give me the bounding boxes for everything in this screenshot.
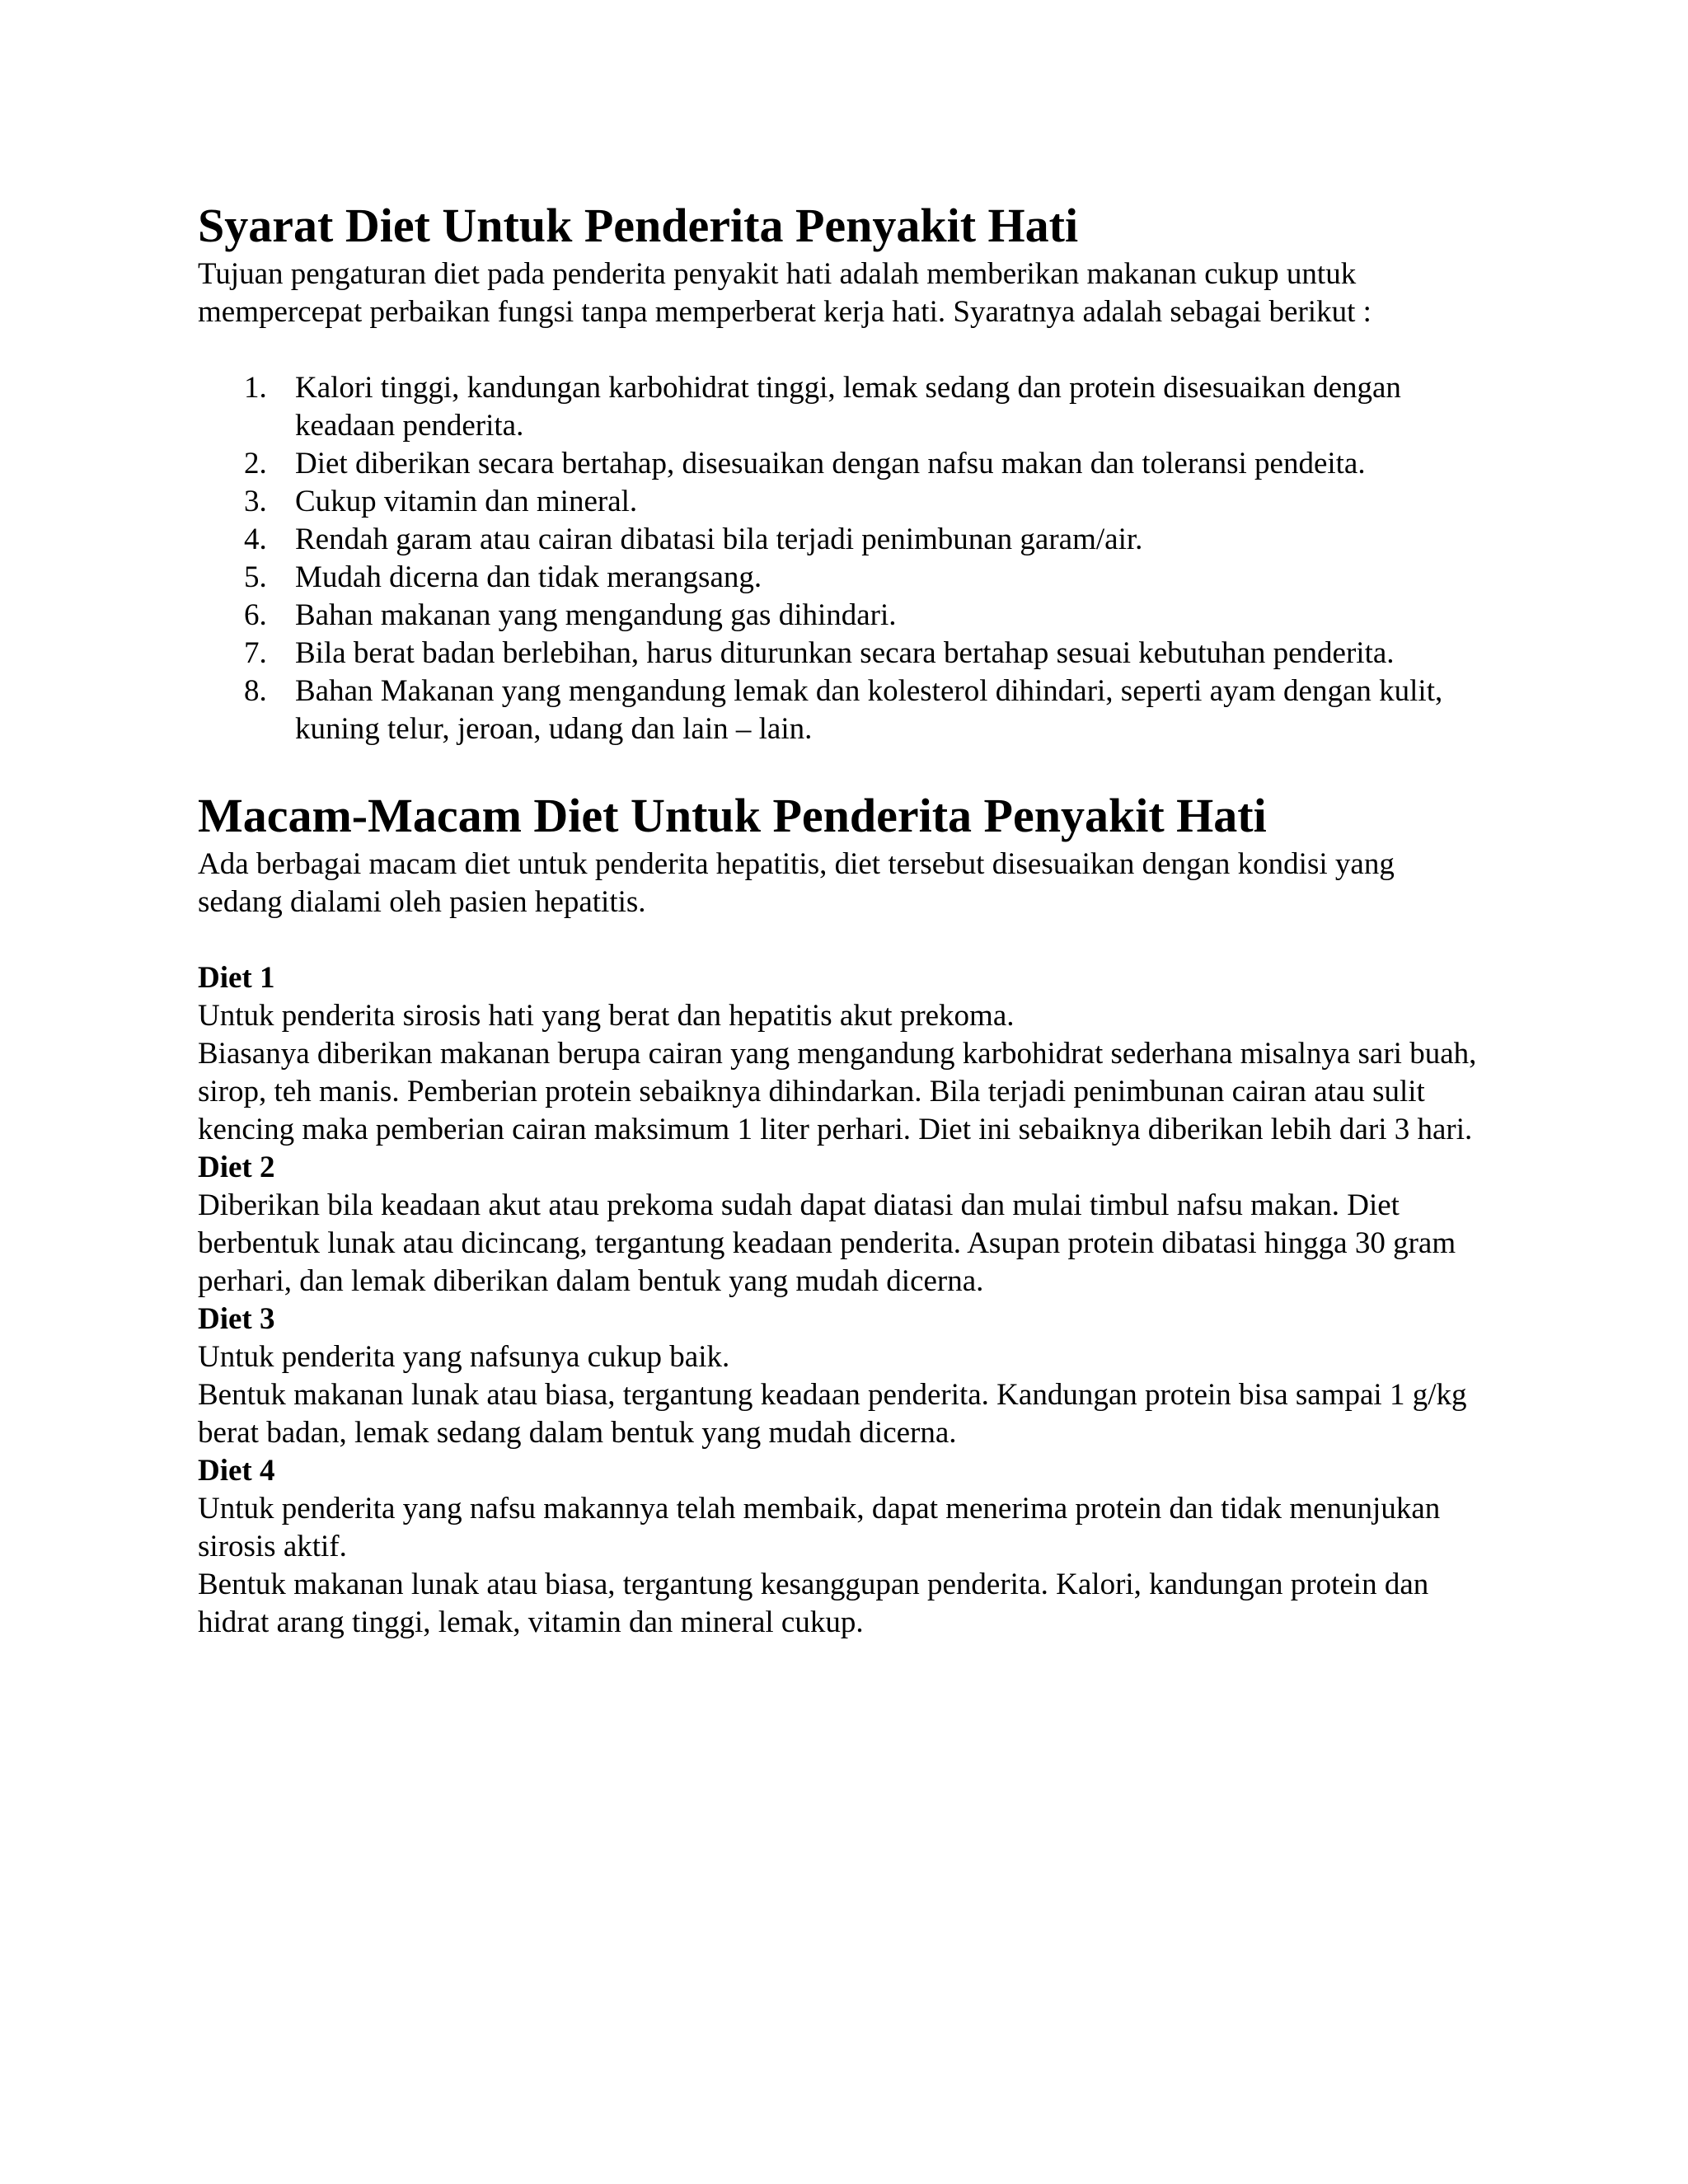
list-item-number: 6. bbox=[244, 598, 267, 632]
list-item-number: 2. bbox=[244, 447, 267, 480]
diet-paragraph: Untuk penderita yang nafsunya cukup baik. bbox=[198, 1340, 730, 1374]
list-item bbox=[198, 597, 1484, 635]
list-item-text: Bahan makanan yang mengandung gas dihindari. bbox=[295, 598, 897, 632]
diet-heading: Diet 2 bbox=[198, 1151, 275, 1184]
diet-paragraph: Biasanya diberikan makanan berupa cairan yang mengandung karbohidrat sederhana misalnya sari buah, sirop, teh manis. Pemberian protein sebaiknya dihindarkan. Bila terjadi penimbunan cairan atau sulit kencing maka pemberian cairan maksimum 1 liter perhari. Diet ini sebaiknya diberikan lebih dari 3 hari. bbox=[198, 1037, 1477, 1146]
list-item bbox=[198, 635, 1484, 673]
list-item-number: 5. bbox=[244, 560, 267, 594]
list-item bbox=[198, 521, 1484, 559]
diet-paragraph: Untuk penderita sirosis hati yang berat dan hepatitis akut prekoma. bbox=[198, 999, 1015, 1033]
diet-paragraph: Bentuk makanan lunak atau biasa, tergantung kesanggupan penderita. Kalori, kandungan protein dan hidrat arang tinggi, lemak, vitamin dan mineral cukup. bbox=[198, 1568, 1429, 1639]
list-item-text: Diet diberikan secara bertahap, disesuaikan dengan nafsu makan dan toleransi pendeita. bbox=[295, 447, 1366, 480]
list-item-number: 8. bbox=[244, 674, 267, 708]
diet-1-block bbox=[198, 959, 1484, 1149]
section1-title: Syarat Diet Untuk Penderita Penyakit Hati bbox=[198, 199, 1079, 252]
list-item bbox=[198, 673, 1484, 748]
document-content bbox=[198, 196, 1484, 1642]
diet-paragraph: Untuk penderita yang nafsu makannya telah membaik, dapat menerima protein dan tidak menunjukan sirosis aktif. bbox=[198, 1492, 1441, 1563]
list-item-text: Mudah dicerna dan tidak merangsang. bbox=[295, 560, 762, 594]
list-item-text: Rendah garam atau cairan dibatasi bila terjadi penimbunan garam/air. bbox=[295, 523, 1143, 556]
list-item bbox=[198, 369, 1484, 445]
list-item-text: Kalori tinggi, kandungan karbohidrat tinggi, lemak sedang dan protein disesuaikan dengan keadaan penderita. bbox=[295, 371, 1401, 443]
list-item-number: 3. bbox=[244, 485, 267, 518]
list-item-number: 1. bbox=[244, 371, 267, 405]
list-item-number: 7. bbox=[244, 636, 267, 670]
section2-intro: Ada berbagai macam diet untuk penderita hepatitis, diet tersebut disesuaikan dengan kondisi yang sedang dialami oleh pasien hepatitis. bbox=[198, 847, 1395, 919]
diet-heading: Diet 4 bbox=[198, 1454, 275, 1488]
diet-heading: Diet 3 bbox=[198, 1302, 275, 1336]
section1-intro: Tujuan pengaturan diet pada penderita penyakit hati adalah memberikan makanan cukup untuk mempercepat perbaikan fungsi tanpa memperberat kerja hati. Syaratnya adalah sebagai berikut : bbox=[198, 257, 1372, 329]
diet-2-block bbox=[198, 1149, 1484, 1301]
list-item bbox=[198, 559, 1484, 597]
diet-paragraph: Diberikan bila keadaan akut atau prekoma sudah dapat diatasi dan mulai timbul nafsu makan. Diet berbentuk lunak atau dicincang, tergantung keadaan penderita. Asupan protein dibatasi hingga 30 gram perhari, dan lemak diberikan dalam bentuk yang mudah dicerna. bbox=[198, 1188, 1456, 1298]
diet-heading: Diet 1 bbox=[198, 961, 275, 995]
diet-paragraph: Bentuk makanan lunak atau biasa, tergantung keadaan penderita. Kandungan protein bisa sampai 1 g/kg berat badan, lemak sedang dalam bentuk yang mudah dicerna. bbox=[198, 1378, 1467, 1450]
list-item-text: Bila berat badan berlebihan, harus diturunkan secara bertahap sesuai kebutuhan penderita. bbox=[295, 636, 1395, 670]
section2-title: Macam-Macam Diet Untuk Penderita Penyakit Hati bbox=[198, 789, 1267, 842]
list-item-number: 4. bbox=[244, 523, 267, 556]
list-item bbox=[198, 483, 1484, 521]
diet-3-block bbox=[198, 1301, 1484, 1452]
list-item-text: Cukup vitamin dan mineral. bbox=[295, 485, 638, 518]
diet-4-block bbox=[198, 1452, 1484, 1642]
list-item-text: Bahan Makanan yang mengandung lemak dan kolesterol dihindari, seperti ayam dengan kulit, kuning telur, jeroan, udang dan lain – lain. bbox=[295, 674, 1443, 746]
diet-requirements-list bbox=[198, 369, 1484, 748]
list-item bbox=[198, 445, 1484, 483]
